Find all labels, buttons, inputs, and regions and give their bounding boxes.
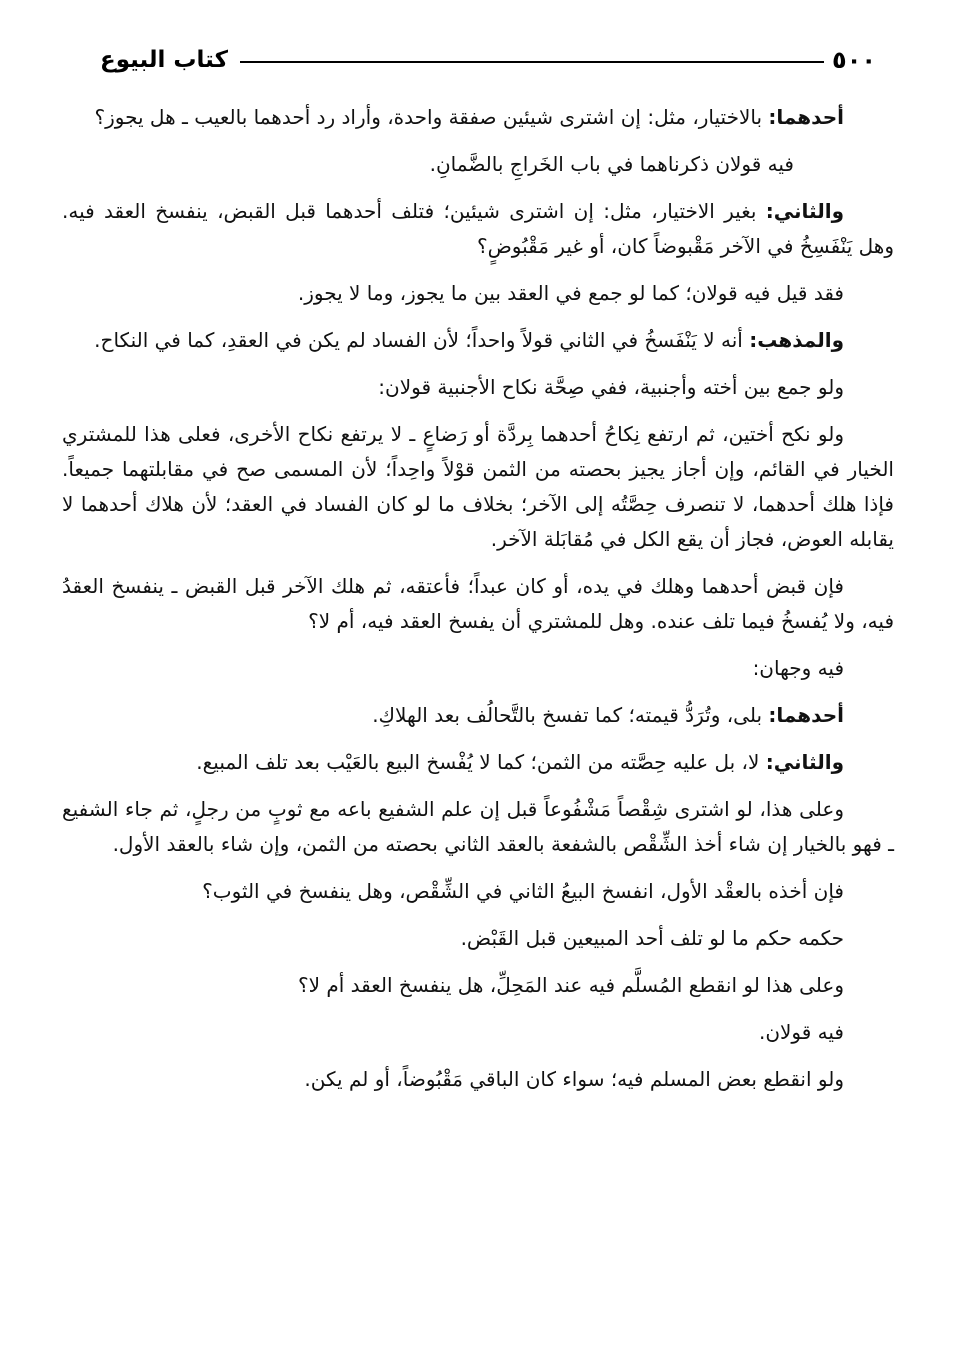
- paragraph-10: [62, 698, 894, 733]
- paragraph-1-text: بالاختيار، مثل: إن اشترى شيئين صفقة واحدة، وأراد رد أحدهما بالعيب ـ هل يجوز؟: [94, 105, 763, 129]
- paragraph-6: [62, 370, 894, 405]
- paragraph-2: [62, 147, 894, 182]
- paragraph-9-text: فيه وجهان:: [752, 656, 844, 680]
- paragraph-10-lead: أحدهما:: [768, 703, 844, 727]
- paragraph-11-text: لا، بل عليه حِصَّته من الثمن؛ كما لا يُفْسخ البيع بالعَيْب بعد تلف المبيع.: [196, 750, 760, 774]
- paragraph-17: [62, 1062, 894, 1097]
- paragraph-8: [62, 569, 894, 639]
- page-body: [62, 100, 894, 1097]
- paragraph-5-text: أنه لا يَنْفَسخُ في الثاني قولاً واحداً؛ لأن الفساد لم يكن في العقدِ، كما في النكاح.: [94, 328, 743, 352]
- paragraph-5-lead: والمذهب:: [749, 328, 844, 352]
- paragraph-1-lead: أحدهما:: [768, 105, 844, 129]
- paragraph-7: [62, 417, 894, 557]
- paragraph-14-text: حكمه حكم ما لو تلف أحد المبيعين قبل القَبْض.: [460, 926, 844, 950]
- paragraph-12: [62, 792, 894, 862]
- paragraph-16: [62, 1015, 894, 1050]
- paragraph-3-lead: والثاني:: [765, 199, 844, 223]
- paragraph-15-text: وعلى هذا لو انقطع المُسلَّم فيه عند المَحِلِّ، هل ينفسخ العقد أم لا؟: [297, 973, 844, 997]
- paragraph-8-text: فإن قبض أحدهما وهلك في يده، أو كان عبداً؛ فأعتقه، ثم هلك الآخر قبل القبض ـ ينفسخ العقدُ فيه، ولا يُفسخُ فيما تلف عنده. وهل للمشتري أن يفسخ العقد فيه، أم لا؟: [62, 574, 894, 633]
- paragraph-11-lead: والثاني:: [765, 750, 844, 774]
- page-number: ٥٠٠: [832, 46, 876, 74]
- paragraph-4: [62, 276, 894, 311]
- paragraph-14: [62, 921, 894, 956]
- paragraph-13-text: فإن أخذه بالعقْد الأول، انفسخ البيعُ الثاني في الشِّقْص، وهل ينفسخ في الثوب؟: [202, 879, 844, 903]
- header-rule-divider: [240, 61, 824, 63]
- page-header: [100, 46, 876, 74]
- paragraph-12-text: وعلى هذا، لو اشترى شِقْصاً مَشْفُوعاً قبل إن علم الشفيع باعه مع ثوبٍ من رجلٍ، ثم جاء الشفيع ـ فهو بالخيار إن شاء أخذ الشِّقْص بالشفعة بالعقد الثاني بحصته من الثمن، وإن شاء بالعقد الأول.: [62, 797, 894, 856]
- book-title: كتاب البيوع: [100, 47, 228, 73]
- paragraph-3: [62, 194, 894, 264]
- paragraph-16-text: فيه قولان.: [758, 1020, 844, 1044]
- paragraph-17-text: ولو انقطع بعض المسلم فيه؛ سواء كان الباقي مَقْبُوضاً، أو لم يكن.: [304, 1067, 844, 1091]
- paragraph-6-text: ولو جمع بين أخته وأجنبية، ففي صِحَّة نكاح الأجنبية قولان:: [378, 375, 844, 399]
- paragraph-1: [62, 100, 894, 135]
- paragraph-2-text: فيه قولان ذكرناهما في باب الخَراجِ بالضَّمانِ.: [429, 152, 794, 176]
- paragraph-9: [62, 651, 894, 686]
- paragraph-4-text: فقد قيل فيه قولان؛ كما لو جمع في العقد بين ما يجوز، وما لا يجوز.: [297, 281, 844, 305]
- paragraph-7-text: ولو نكح أختين، ثم ارتفع نِكاحُ أحدهما بِردَّة أو رَضاعٍ ـ لا يرتفع نكاح الأخرى، فعلى هذا للمشتري الخيار في القائم، وإن أجاز يجيز بحصته من الثمن قوْلاً واحِداً؛ لأن المسمى صح في مقابلتهما جميعاً. فإذا هلك أحدهما، لا تنصرف حِصَّتُه إلى الآخر؛ بخلاف ما لو كان الفساد في العقد؛ لأن هلاك أحدهما لا يقابله العوض، فجاز أن يقع الكل في مُقابَلة الآخر.: [62, 422, 894, 551]
- paragraph-10-text: بلى، وتُرَدُّ قيمته؛ كما تفسخ بالتَّحالُف بعد الهلاكِ.: [372, 703, 763, 727]
- paragraph-11: [62, 745, 894, 780]
- paragraph-13: [62, 874, 894, 909]
- paragraph-3-text: بغير الاختيار، مثل: إن اشترى شيئين؛ فتلف أحدهما قبل القبض، ينفسخ العقد فيه. وهل يَنْفَسِخُ في الآخر مَقْبوضاً كان، أو غير مَقْبُوضٍ؟: [62, 199, 894, 258]
- paragraph-5: [62, 323, 894, 358]
- paragraph-15: [62, 968, 894, 1003]
